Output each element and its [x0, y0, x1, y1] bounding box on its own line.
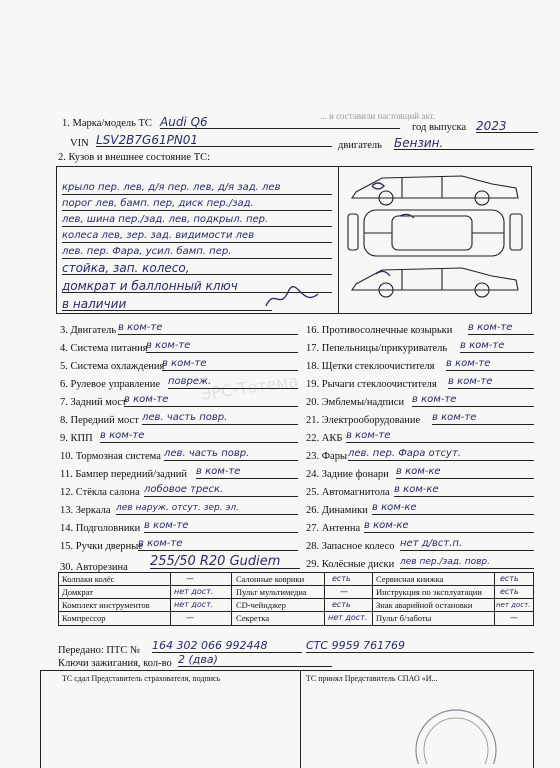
equipment-value: есть: [500, 587, 519, 596]
signature-scribble: [262, 286, 322, 312]
item-label: 3. Двигатель: [60, 325, 117, 336]
equipment-value: есть: [500, 574, 519, 583]
make-model-label: 1. Марка/модель ТС: [62, 118, 152, 129]
equipment-value: есть: [332, 600, 351, 609]
item-label: 19. Рычаги стеклоочистителя: [306, 379, 437, 390]
footer-right-text: ТС принял Представитель СПАО «И...: [306, 674, 438, 683]
item-label: 24. Задние фонари: [306, 469, 389, 480]
equipment-label: CD-чейнджер: [236, 600, 286, 610]
item-value: в ком-те: [162, 358, 298, 371]
equipment-label: Знак аварийной остановки: [376, 600, 473, 610]
equipment-value: нет дост.: [174, 587, 214, 596]
body-note-line: колеса лев, зер. зад. видимости лев: [62, 230, 332, 243]
item-value: лев. пер. Фара отсут.: [348, 448, 534, 461]
item-value: в ком-те: [460, 340, 534, 353]
body-note-line: порог лев, бамп. пер, диск пер./зад.: [62, 198, 332, 211]
item-value: лев наруж. отсут. зер. эл.: [116, 502, 298, 515]
item-value: в ком-те: [412, 394, 534, 407]
item-label: 13. Зеркала: [60, 505, 111, 516]
item-value: в ком-ке: [372, 502, 534, 515]
body-note-line: в наличии: [62, 298, 272, 311]
year-label: год выпуска: [412, 122, 467, 133]
equipment-value: есть: [332, 574, 351, 583]
equipment-value: нет дост.: [496, 601, 531, 609]
item-value: лев. часть повр.: [142, 412, 298, 425]
equipment-value: нет дост.: [174, 600, 214, 609]
item-label: 18. Щетки стеклоочистителя: [306, 361, 435, 372]
tires-value: 255/50 R20 Gudiem: [150, 556, 300, 569]
item-value: нет д/вст.п.: [400, 538, 534, 551]
equipment-value: нет дост.: [328, 613, 368, 622]
vin-label: VIN: [70, 138, 89, 149]
body-note-line: лев. пер. Фара, усил. бамп. пер.: [62, 246, 332, 259]
item-label: 5. Система охлаждения: [60, 361, 165, 372]
item-label: 12. Стёкла салона: [60, 487, 140, 498]
car-diagram: [342, 170, 528, 310]
item-value: в ком-те: [446, 358, 534, 371]
item-label: 28. Запасное колесо: [306, 541, 395, 552]
item-value: в ком-те: [346, 430, 534, 443]
item-label: 6. Рулевое управление: [60, 379, 160, 390]
make-model-value: Audi Q6: [160, 116, 400, 129]
watermark: ЭРС-Тотема: [199, 371, 300, 404]
item-label: 8. Передний мост: [60, 415, 139, 426]
engine-type-value: Бензин.: [394, 137, 534, 150]
item-value: в ком-ке: [394, 484, 534, 497]
footer-left-text: ТС сдал Представитель страхователя, подпись: [62, 674, 221, 683]
sts-number: СТС 9959 761769: [306, 640, 534, 653]
equipment-label: Компрессор: [62, 613, 106, 623]
item-value: в ком-те: [448, 376, 534, 389]
tires-label: 30. Авторезина: [60, 562, 128, 573]
body-note-line: домкрат и баллонный ключ: [62, 280, 332, 293]
item-label: 4. Система питания: [60, 343, 148, 354]
item-label: 16. Противосолнечные козырьки: [306, 325, 453, 336]
item-value: в ком-те: [468, 322, 534, 335]
body-box-divider: [338, 166, 339, 314]
item-label: 14. Подголовники: [60, 523, 141, 534]
item-label: 27. Антенна: [306, 523, 361, 534]
keys-value: 2 (два): [178, 654, 332, 667]
equipment-label: Комплект инструментов: [62, 600, 150, 610]
item-value: в ком-те: [196, 466, 298, 479]
body-condition-label: 2. Кузов и внешнее состояние ТС:: [58, 152, 211, 163]
item-value: лев. часть повр.: [164, 448, 298, 461]
item-value: в ком-те: [124, 394, 298, 407]
item-value: в ком-ке: [396, 466, 534, 479]
item-value: лев пер./зад. повр.: [400, 556, 534, 569]
equipment-label: Сервисная книжка: [376, 574, 444, 584]
item-value: в ком-те: [144, 520, 298, 533]
pts-number: 164 302 066 992448: [152, 640, 302, 653]
equipment-label: Секретка: [236, 613, 270, 623]
equipment-value: —: [340, 587, 348, 596]
item-label: 20. Эмблемы/надписи: [306, 397, 405, 408]
item-value: в ком-те: [118, 322, 298, 335]
item-value: в ком-ке: [364, 520, 534, 533]
keys-label: Ключи зажигания, кол-во: [58, 658, 172, 669]
item-label: 9. КПП: [60, 433, 93, 444]
item-label: 29. Колёсные диски: [306, 559, 395, 570]
item-label: 15. Ручки дверные: [60, 541, 143, 552]
item-label: 23. Фары: [306, 451, 348, 462]
year-value: 2023: [476, 120, 538, 133]
equipment-label: Пульт б/заботы: [376, 613, 432, 623]
item-label: 21. Электрооборудование: [306, 415, 421, 426]
item-label: 17. Пепельницы/прикуриватель: [306, 343, 448, 354]
faded-header-text: ... и составили настоящий акт.: [320, 111, 436, 121]
equipment-value: —: [186, 613, 194, 622]
equipment-label: Пульт мультимедиа: [236, 587, 307, 597]
item-label: 25. Автомагнитола: [306, 487, 390, 498]
item-label: 10. Тормозная система: [60, 451, 161, 462]
item-label: 26. Динамики: [306, 505, 368, 516]
equipment-label: Колпаки колёс: [62, 574, 115, 584]
stamp-seal: [410, 700, 500, 764]
body-note-line: крыло пер. лев, д/я пер. лев, д/я зад. лев: [62, 182, 332, 195]
item-label: 22. АКБ: [306, 433, 343, 444]
item-value: лобовое треск.: [144, 484, 298, 497]
item-value: повреж.: [168, 376, 298, 389]
item-value: в ком-те: [432, 412, 534, 425]
item-value: в ком-те: [100, 430, 298, 443]
equipment-value: —: [186, 574, 194, 583]
equipment-label: Домкрат: [62, 587, 93, 597]
item-label: 7. Задний мост: [60, 397, 127, 408]
equipment-value: —: [510, 613, 518, 622]
equipment-label: Салонные коврики: [236, 574, 305, 584]
item-label: 11. Бампер передний/задний: [60, 469, 188, 480]
transfer-label: Передано: ПТС №: [58, 645, 141, 656]
vin-value: LSV2B7G61PN01: [96, 134, 332, 147]
engine-type-label: двигатель: [338, 140, 382, 151]
body-note-line: лев, шина пер./зад. лев, подкрыл. пер.: [62, 214, 332, 227]
item-value: в ком-те: [138, 538, 298, 551]
equipment-label: Инструкция по эксплуатации: [376, 587, 482, 597]
item-value: в ком-те: [146, 340, 298, 353]
body-note-line: стойка, зап. колесо,: [62, 262, 332, 275]
